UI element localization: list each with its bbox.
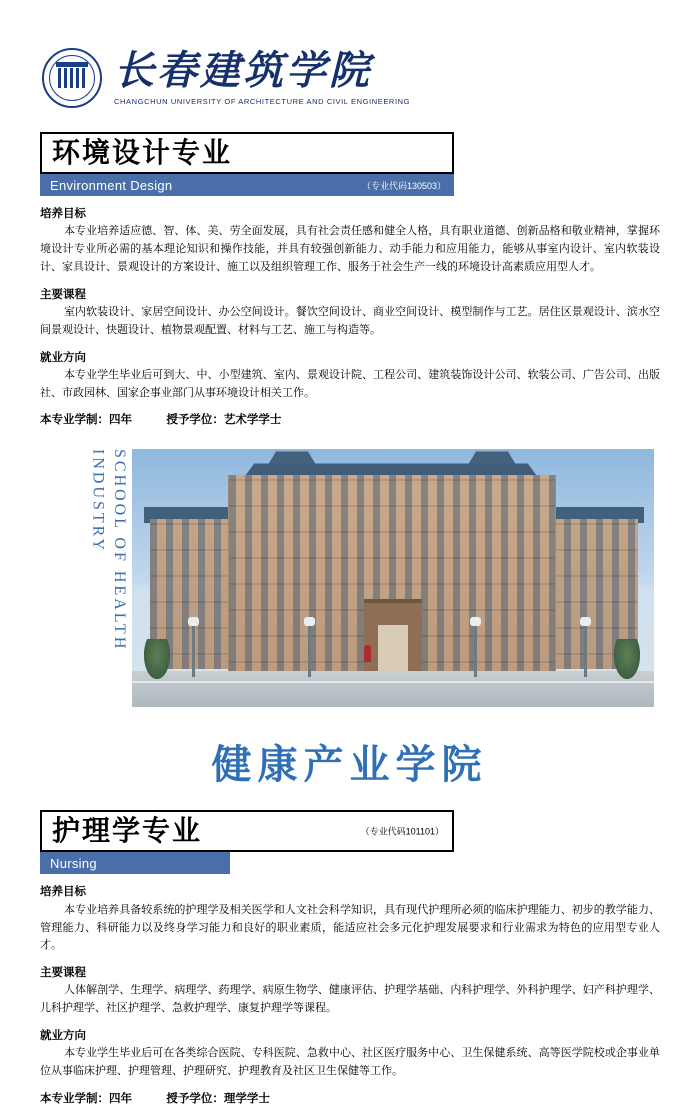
degree-line-2 [40, 1090, 659, 1106]
section-courses-1 [40, 287, 660, 340]
major-title-en: Environment Design [50, 177, 173, 193]
street-lamp [474, 625, 477, 677]
major-title-box [40, 810, 454, 852]
plaza-edge-line [132, 681, 654, 683]
section-courses-2 [40, 965, 660, 1018]
major-subtitle-bar [40, 852, 230, 874]
person-figure [364, 645, 371, 662]
section-body: 人体解剖学、生理学、病理学、药理学、病原生物学、健康评估、护理学基础、内科护理学、外科护理学、妇产科护理学、儿科护理学、社区护理学、急救护理学、康复护理学等课程。 [40, 984, 660, 1015]
university-name-en: CHANGCHUN UNIVERSITY OF ARCHITECTURE AND CIVIL ENGINEERING [114, 96, 411, 106]
section-body: 本专业培养具备较系统的护理学及相关医学和人文社会科学知识，具有现代护理所必须的临床护理能力、初步的教学能力、管理能力、科研能力以及终身学习能力和良好的职业素质，能适应社会多元化护理发展要求和行业需求为特色的应用型专业人才。 [40, 903, 660, 952]
major-heading-nursing [40, 810, 454, 874]
section-body: 本专业学生毕业后可在各类综合医院、专科医院、急救中心、社区医疗服务中心、卫生保健系统、高等医学院校或企事业单位从事临床护理、护理管理、护理研究、护理教育及社区卫生保健等工作。 [40, 1047, 660, 1078]
section-objective-1 [40, 206, 660, 277]
degree-line-1 [40, 411, 659, 427]
tree [144, 639, 170, 679]
section-employment-2 [40, 1028, 660, 1081]
major-heading-environment-design [40, 132, 454, 196]
section-heading: 培养目标 [40, 886, 86, 899]
section-body: 本专业培养适应德、智、体、美、劳全面发展，具有社会责任感和健全人格，具有职业道德、创新品格和敬业精神，掌握环境设计专业所必需的基本理论知识和操作技能，并具有较强创新能力、动手能力和应用能力，能够从事室内设计、室内软装设计、家具设计、景观设计的方案设计、施工以及组织管理工作、服务于社会生产一线的环境设计高素质应用型人才。 [40, 225, 660, 273]
campus-building-photo [132, 449, 654, 707]
major-title-cn: 护理学专业 [52, 814, 203, 848]
section-employment-1 [40, 350, 660, 403]
major-code: （专业代码130503） [361, 180, 446, 191]
campus-photo-block [89, 449, 654, 707]
major-code: （专业代码101101） [360, 826, 444, 837]
tree [614, 639, 640, 679]
degree-awarded: 授予学位：艺术学学士 [166, 414, 282, 427]
section-body: 室内软装设计、家居空间设计、办公空间设计。餐饮空间设计、商业空间设计、模型制作与工艺。居住区景观设计、滨水空间景观设计、快题设计、植物景观配置、材料与工艺、施工与构造等。 [40, 305, 660, 336]
school-name-heading: 健康产业学院 [211, 741, 488, 789]
major-subtitle-bar [40, 174, 454, 196]
logo-text-group [114, 46, 411, 106]
program-length: 本专业学制：四年 [40, 414, 132, 427]
section-objective-2 [40, 884, 660, 955]
street-lamp [584, 625, 587, 677]
section-heading: 就业方向 [40, 351, 86, 364]
vertical-school-label: SCHOOL OF HEALTH INDUSTRY [89, 449, 128, 652]
degree-awarded: 授予学位：理学学士 [166, 1092, 270, 1105]
plaza-ground [132, 671, 654, 707]
logo-header [40, 0, 659, 114]
street-lamp [192, 625, 195, 677]
section-heading: 主要课程 [40, 967, 86, 980]
major-title-cn: 环境设计专业 [52, 136, 233, 169]
section-body: 本专业学生毕业后可到大、中、小型建筑、室内、景观设计院、工程公司、建筑装饰设计公司、软装公司、广告公司、出版社、市政园林、国家企事业部门从事环境设计相关工作。 [40, 368, 660, 399]
program-length: 本专业学制：四年 [40, 1092, 132, 1105]
university-seal-icon [42, 48, 102, 108]
section-heading: 主要课程 [40, 288, 86, 301]
major-title-box [40, 132, 454, 174]
university-name-cn: 长春建筑学院 [114, 46, 372, 94]
street-lamp [308, 625, 311, 677]
major-title-en: Nursing [50, 855, 97, 871]
section-heading: 培养目标 [40, 208, 86, 220]
section-heading: 就业方向 [40, 1030, 86, 1042]
entrance-doorway [378, 625, 408, 671]
